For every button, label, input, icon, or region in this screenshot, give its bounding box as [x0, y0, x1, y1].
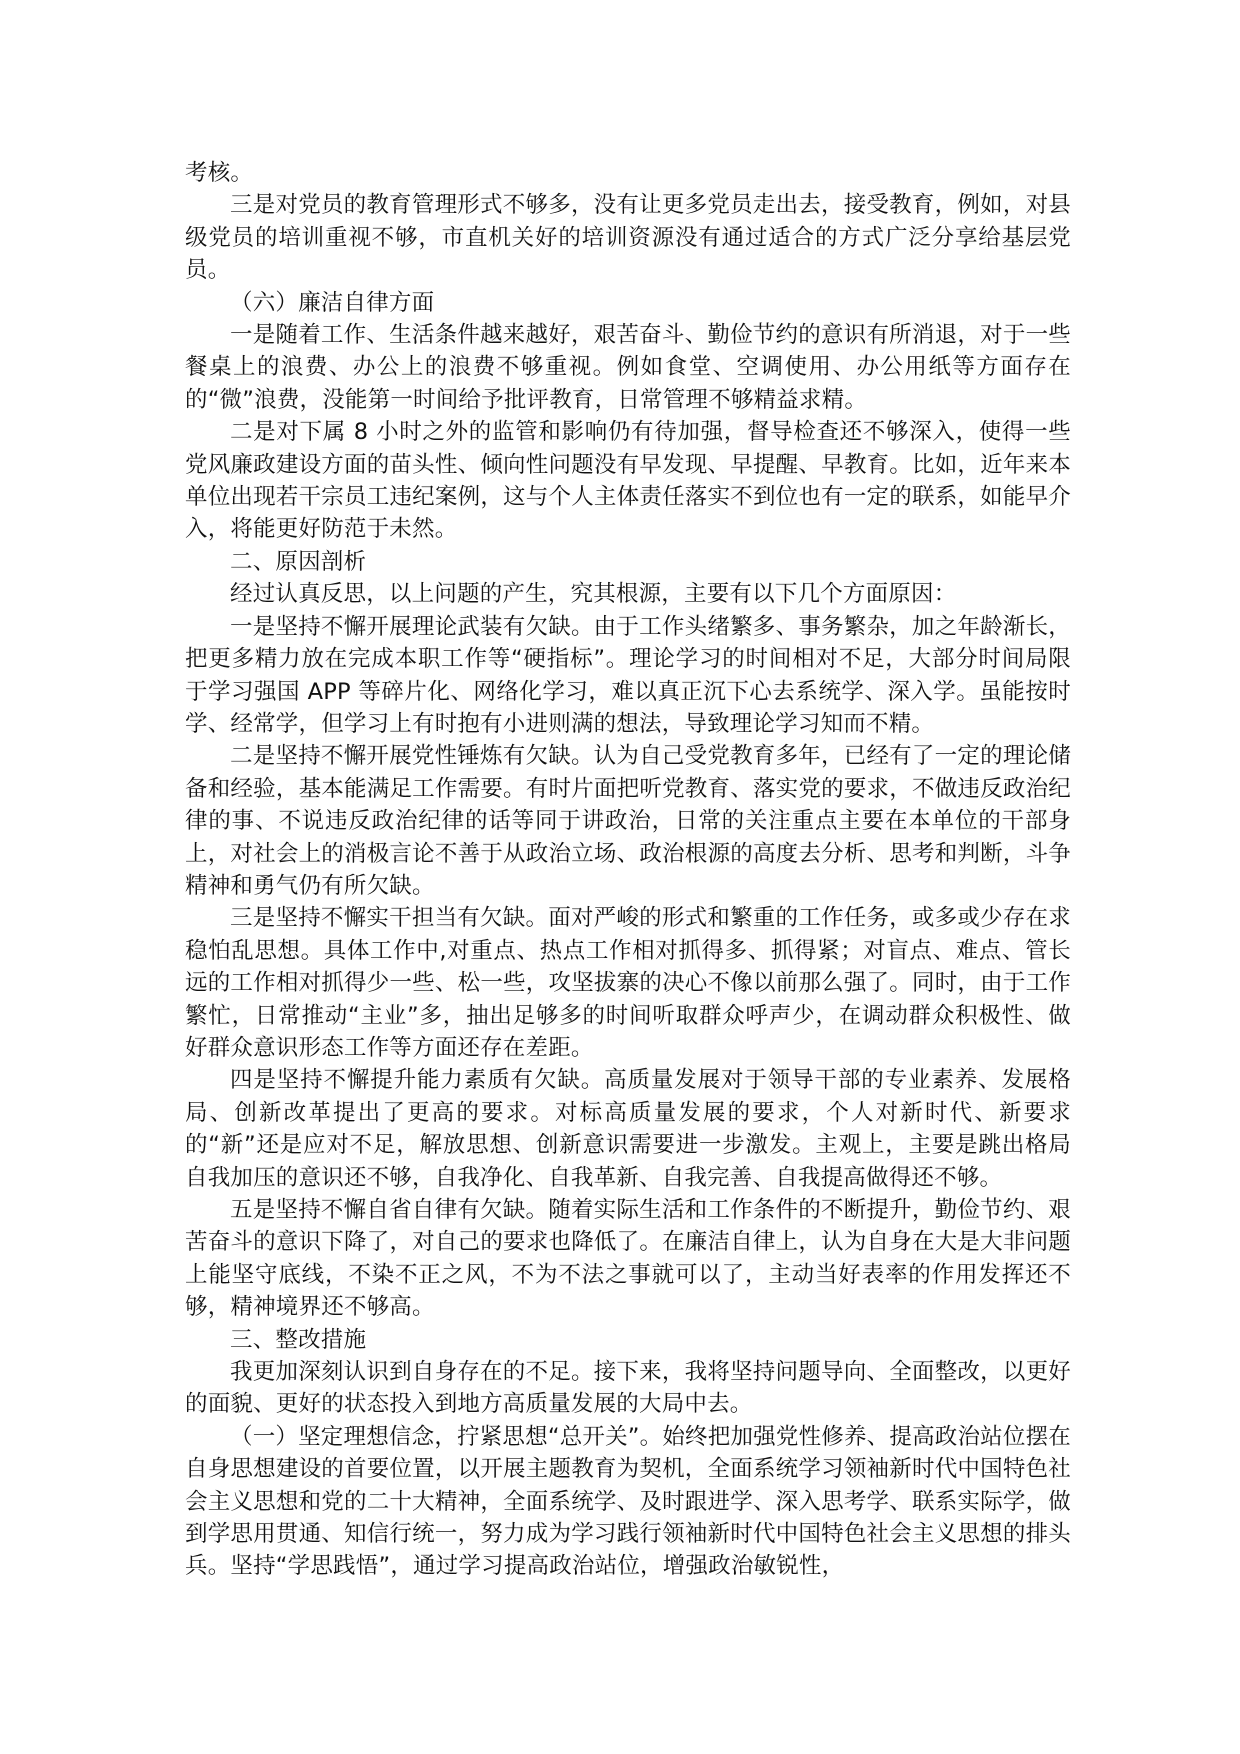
paragraph-5: 二是对下属 8 小时之外的监管和影响仍有待加强，督导检查还不够深入，使得一些党风廉政建设方面的苗头性、倾向性问题没有早发现、早提醒、早教育。比如，近年来本单位出现若干宗员工违纪案例，这与个人主体责任落实不到位也有一定的联系，如能早介入，将能更好防范于未然。 [185, 419, 1071, 543]
paragraph-15: （一）坚定理想信念，拧紧思想“总开关”。始终把加强党性修养、提高政治站位摆在自身思想建设的首要位置，以开展主题教育为契机，全面系统学习领袖新时代中国特色社会主义思想和党的二十大精神，全面系统学、及时跟进学、深入思考学、联系实际学，做到学思用贯通、知信行统一，努力成为学习践行领袖新时代中国特色社会主义思想的排头兵。坚持“学思践悟”，通过学习提高政治站位，增强政治敏锐性， [185, 1423, 1071, 1580]
section-heading-yuanyin: 二、原因剖析 [230, 548, 367, 575]
paragraph-1: 考核。 [185, 160, 254, 186]
paragraph-8: 一是坚持不懈开展理论武装有欠缺。由于工作头绪繁多、事务繁杂，加之年龄渐长，把更多精力放在完成本职工作等“硬指标”。理论学习的时间相对不足，大部分时间局限于学习强国 APP 等碎片化、网络化学习，难以真正沉下心去系统学、深入学。虽能按时学、经常学，但学习上有时抱有小进则满的想法，导致理论学习知而不精。 [185, 613, 1071, 737]
paragraph-12: 五是坚持不懈自省自律有欠缺。随着实际生活和工作条件的不断提升，勤俭节约、艰苦奋斗的意识下降了，对自己的要求也降低了。在廉洁自律上，认为自身在大是大非问题上能坚守底线，不染不正之风，不为不法之事就可以了，主动当好表率的作用发挥还不够，精神境界还不够高。 [185, 1197, 1071, 1321]
section-heading-zhenggai: 三、整改措施 [230, 1326, 367, 1353]
paragraph-2: 三是对党员的教育管理形式不够多，没有让更多党员走出去，接受教育，例如，对县级党员的培训重视不够，市直机关好的培训资源没有通过适合的方式广泛分享给基层党员。 [185, 192, 1071, 284]
paragraph-4: 一是随着工作、生活条件越来越好，艰苦奋斗、勤俭节约的意识有所消退，对于一些餐桌上的浪费、办公上的浪费不够重视。例如食堂、空调使用、办公用纸等方面存在的“微”浪费，没能第一时间给予批评教育，日常管理不够精益求精。 [185, 322, 1071, 413]
document-page [185, 157, 1071, 1583]
paragraph-14: 我更加深刻认识到自身存在的不足。接下来，我将坚持问题导向、全面整改，以更好的面貌、更好的状态投入到地方高质量发展的大局中去。 [185, 1359, 1071, 1418]
section-heading-lianjie: （六）廉洁自律方面 [230, 289, 435, 316]
paragraph-10: 三是坚持不懈实干担当有欠缺。面对严峻的形式和繁重的工作任务，或多或少存在求稳怕乱思想。具体工作中,对重点、热点工作相对抓得多、抓得紧；对盲点、难点、管长远的工作相对抓得少一些、松一些，攻坚拔寨的决心不像以前那么强了。同时，由于工作繁忙，日常推动“主业”多，抽出足够多的时间听取群众呼声少，在调动群众积极性、做好群众意识形态工作等方面还存在差距。 [185, 905, 1071, 1061]
paragraph-9: 二是坚持不懈开展党性锤炼有欠缺。认为自己受党教育多年，已经有了一定的理论储备和经验，基本能满足工作需要。有时片面把听党教育、落实党的要求，不做违反政治纪律的事、不说违反政治纪律的话等同于讲政治，日常的关注重点主要在本单位的干部身上，对社会上的消极言论不善于从政治立场、政治根源的高度去分析、思考和判断，斗争精神和勇气仍有所欠缺。 [185, 743, 1071, 899]
paragraph-11: 四是坚持不懈提升能力素质有欠缺。高质量发展对于领导干部的专业素养、发展格局、创新改革提出了更高的要求。对标高质量发展的要求，个人对新时代、新要求的“新”还是应对不足，解放思想、创新意识需要进一步激发。主观上，主要是跳出格局自我加压的意识还不够，自我净化、自我革新、自我完善、自我提高做得还不够。 [185, 1067, 1071, 1191]
paragraph-7: 经过认真反思，以上问题的产生，究其根源，主要有以下几个方面原因： [230, 581, 957, 608]
